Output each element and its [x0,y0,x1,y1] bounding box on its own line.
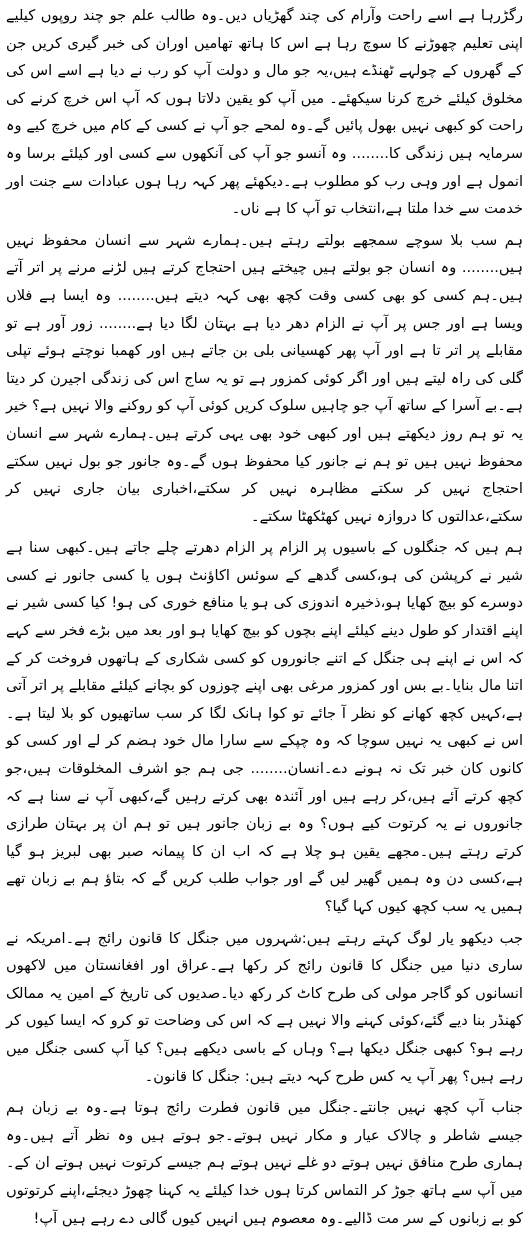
article-paragraph-3: ہم ہیں کہ جنگلوں کے باسیوں پر الزام پر الزام دھرتے چلے جاتے ہیں۔کبھی سنا ہے شیر نے کرپشن کی ہو،کسی گدھے کے سوئس اکاؤنٹ ہوں یا کسی جانور نے کسی دوسرے کو بیچ کھایا ہو،ذخیرہ اندوزی کی ہو یا منافع خوری کی ہو! کیا کسی شیر نے اپنے اقتدار کو طول دینے کیلئے اپنے بچوں کو بیچ کھایا ہو اور بعد میں بڑے فخر سے کہے کہ اس نے اپنے ہی جنگل کے اتنے جانوروں کو کسی شکاری کے ہاتھوں فروخت کر کے اتنا مال بنایا۔بے بس اور کمزور مرغی بھی اپنے چوزوں کو بچانے کیلئے مقابلے پر اتر آتی ہے،کہیں کچھ کھانے کو نظر آ جائے تو کوا ہانک لگا کر سب ساتھیوں کو بلا لیتا ہے۔اس نے کبھی یہ نہیں سوچا کہ وہ چپکے سے سارا مال خود ہضم کر لے اور کسی کو کانوں کان خبر تک نہ ہونے دے۔انسان........ جی ہم جو اشرف المخلوقات ہیں،جو کچھ کرتے آئے ہیں،کر رہے ہیں اور آئندہ بھی کرتے رہیں گے،کبھی آپ نے سنا ہے کہ جانوروں نے یہ کرتوت کیے ہوں؟ وہ بے زبان جانور ہیں تو ہم ان پر بہتان طرازی کرتے رہتے ہیں۔مجھے یقین ہو چلا ہے کہ اب ان کا پیمانہ صبر بھی لبریز ہو گیا ہے،کسی دن وہ ہمیں گھیر لیں گے اور جواب طلب کریں گے کہ بتاؤ ہم بے زبان تھے ہمیں یہ سب کچھ کیوں کہا گیا؟ [6,539,523,915]
article-paragraph-5: جناب آپ کچھ نہیں جانتے۔جنگل میں قانون فطرت رائج ہوتا ہے۔وہ بے زبان ہم جیسے شاطر و چالاک عیار و مکار نہیں ہوتے۔جو ہوتے ہیں وہ نظر آتے ہیں۔وہ ہماری طرح منافق نہیں ہوتے دو غلے نہیں ہوتے ہم جیسے کرتوت نہیں ہوتے ان کے۔میں آپ سے ہاتھ جوڑ کر التماس کرتا ہوں خدا کیلئے یہ کہنا چھوڑ دیجئے،اپنے کرتوتوں کو بے زبانوں کے سر مت ڈالیے۔وہ معصوم ہیں انہیں کیوں گالی دے رہے ہیں آپ! [6,1099,523,1227]
article-paragraph-2: ہم سب بلا سوچے سمجھے بولتے رہتے ہیں۔ہمارے شہر سے انسان محفوظ نہیں ہیں........ وہ انسان جو بولتے ہیں چیختے ہیں احتجاج کرتے ہیں لڑنے مرنے پر اتر آتے ہیں۔ہم کسی کو بھی کسی وقت کچھ بھی کہہ دیتے ہیں........ وہ ایسا ہے فلاں ویسا ہے اور جس پر آپ نے الزام دھر دیا ہے بہتان لگا دیا ہے........ زور آور ہے تو مقابلے پر اتر تا ہے اور آپ پھر کھسیانی بلی بن جاتے ہیں اور کھمبا نوچتے ہوئے تپلی گلی کی راہ لیتے ہیں اور اگر کوئی کمزور ہے تو یہ ساج اس کی زندگی اجیرن کر دیتا ہے۔بے آسرا کے ساتھ آپ جو چاہیں سلوک کریں کوئی آپ کو روکنے والا نہیں ہے؟ خیر یہ تو ہم روز دیکھتے ہیں اور کبھی خود بھی یہی کرتے ہیں۔ہمارے شہر سے انسان محفوظ نہیں ہیں تو ہم نے جانور کیا محفوظ ہوں گے۔وہ جانور جو بول نہیں سکتے احتجاج نہیں کر سکتے مظاہرہ نہیں کر سکتے،اخباری بیان جاری نہیں کر سکتے،عدالتوں کا دروازہ نہیں کھٹکھٹا سکتے۔ [6,231,523,525]
article-paragraph-4: جب دیکھو یار لوگ کہتے رہتے ہیں:شہروں میں جنگل کا قانون رائج ہے۔امریکہ نے ساری دنیا میں جنگل کا قانون رائج کر رکھا ہے۔عراق اور افغانستان میں لاکھوں انسانوں کو گاجر مولی کی طرح کاٹ کر رکھ دیا۔صدیوں کی تاریخ کے امین یہ ممالک کھنڈر بنا دیے گئے،کوئی کہنے والا نہیں ہے کہ اس کی وضاحت تو کرو کہ ایسا کیوں کر رہے ہو؟ کبھی جنگل دیکھا ہے؟ وہاں کے باسی دیکھے ہیں؟ کیا آپ کسی جنگل میں رہے ہیں؟ پھر آپ یہ کس طرح کہہ دیتے ہیں: جنگل کا قانون۔ [6,929,523,1085]
article-paragraph-1: رگڑرہا ہے اسے راحت وآرام کی چند گھڑیاں دیں۔وہ طالب علم جو چند روپوں کیلیے اپنی تعلیم چھوڑنے کا سوچ رہا ہے اس کا ہاتھ تھامیں اوران کی خبر گیری کریں جن کے گھروں کے چولہے ٹھنڈے ہیں،یہ جو مال و دولت آپ کو رب نے دیا ہے اسے اس کی مخلوق کیلئے خرچ کرنا سیکھئے۔ میں آپ کو یقین دلاتا ہوں کہ آپ اس خرچ کرنے کی راحت کو کبھی نہیں بھول پائیں گے۔وہ لمحے جو آپ نے کسی کے کام میں خرچ کیے وہ سرمایہ ہیں زندگی کا........ وہ آنسو جو آپ کی آنکھوں سے کسی اور کیلئے برسا وہ انمول ہے اور وہی رب کو مطلوب ہے۔دیکھئے پھر کہہ رہا ہوں عبادات سے جنت اور خدمت سے خدا ملتا ہے،انتخاب تو آپ کا ہے ناں۔ [6,7,523,218]
